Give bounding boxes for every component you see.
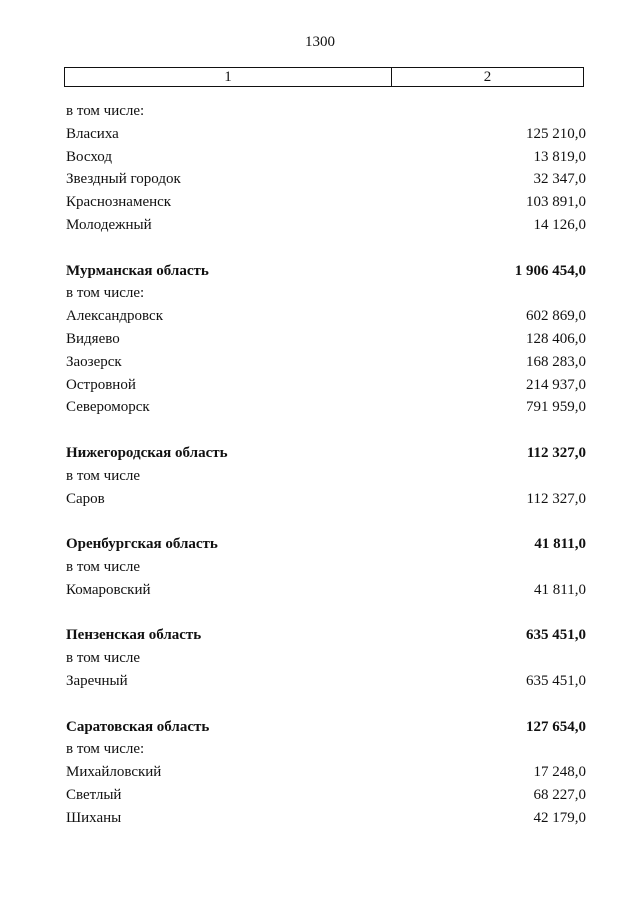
locality-value: 602 869,0 — [526, 308, 586, 325]
table-row — [66, 579, 586, 602]
table-column-header — [64, 67, 584, 87]
region-name: Оренбургская область — [66, 536, 218, 553]
table-row — [66, 396, 586, 419]
subheading-row — [66, 647, 586, 670]
column-header-2: 2 — [483, 69, 492, 85]
table-row — [66, 670, 586, 693]
locality-name: Звездный городок — [66, 171, 181, 188]
region-name: Пензенская область — [66, 627, 202, 644]
subheading-row — [66, 738, 586, 761]
row-spacer — [66, 510, 586, 533]
table-row — [66, 807, 586, 830]
table-row — [66, 374, 586, 397]
subheading-row — [66, 100, 586, 123]
region-row — [66, 442, 586, 465]
subheading-label: в том числе: — [66, 741, 145, 758]
table-row — [66, 328, 586, 351]
locality-value: 14 126,0 — [533, 216, 586, 233]
region-total: 1 906 454,0 — [514, 262, 586, 279]
region-row — [66, 533, 586, 556]
subheading-row — [66, 465, 586, 488]
locality-value: 635 451,0 — [526, 672, 586, 689]
locality-name: Молодежный — [66, 216, 152, 233]
region-row — [66, 624, 586, 647]
locality-value: 13 819,0 — [533, 148, 586, 165]
locality-value: 214 937,0 — [526, 376, 586, 393]
column-header-1: 1 — [65, 68, 392, 86]
locality-name: Восход — [66, 148, 112, 165]
subheading-label: в том числе — [66, 650, 141, 667]
table-row — [66, 351, 586, 374]
region-name: Мурманская область — [66, 262, 209, 279]
row-spacer — [66, 237, 586, 260]
locality-name: Заозерск — [66, 353, 122, 370]
row-spacer — [66, 602, 586, 625]
region-name: Нижегородская область — [66, 444, 228, 461]
locality-value: 103 891,0 — [526, 194, 586, 211]
locality-value: 128 406,0 — [526, 330, 586, 347]
subheading-label: в том числе: — [66, 103, 145, 119]
table-row — [66, 305, 586, 328]
locality-value: 32 347,0 — [533, 171, 586, 188]
locality-value: 791 959,0 — [526, 399, 586, 416]
table-row — [66, 488, 586, 511]
region-row — [66, 260, 586, 283]
table-row — [66, 784, 586, 807]
locality-name: Михайловский — [66, 764, 162, 781]
locality-name: Видяево — [66, 330, 120, 347]
locality-value: 68 227,0 — [533, 786, 586, 803]
table-row — [66, 168, 586, 191]
table-row — [66, 214, 586, 237]
locality-name: Власиха — [66, 125, 119, 142]
region-row — [66, 716, 586, 739]
region-total: 635 451,0 — [526, 627, 586, 644]
table-row — [66, 146, 586, 169]
subheading-row — [66, 282, 586, 305]
locality-name: Александровск — [66, 308, 163, 325]
locality-name: Светлый — [66, 786, 122, 803]
locality-name: Шиханы — [66, 809, 122, 826]
subheading-label: в том числе: — [66, 285, 145, 302]
locality-value: 17 248,0 — [533, 764, 586, 781]
region-total: 127 654,0 — [526, 718, 586, 735]
locality-value: 112 327,0 — [526, 490, 586, 507]
page-number: 1300 — [305, 34, 335, 50]
region-name: Саратовская область — [66, 718, 210, 735]
subheading-row — [66, 556, 586, 579]
locality-name: Заречный — [66, 672, 128, 689]
locality-value: 168 283,0 — [526, 353, 586, 370]
locality-value: 125 210,0 — [526, 125, 586, 142]
locality-value: 41 811,0 — [534, 581, 586, 598]
locality-name: Островной — [66, 376, 136, 393]
table-row — [66, 123, 586, 146]
subheading-label: в том числе — [66, 467, 141, 484]
locality-name: Саров — [66, 490, 105, 507]
region-total: 112 327,0 — [526, 444, 586, 461]
row-spacer — [66, 419, 586, 442]
table-body — [66, 100, 586, 830]
locality-name: Краснознаменск — [66, 194, 172, 211]
subheading-label: в том числе — [66, 558, 141, 575]
locality-value: 42 179,0 — [533, 809, 586, 826]
table-row — [66, 761, 586, 784]
row-spacer — [66, 693, 586, 716]
locality-name: Комаровский — [66, 581, 151, 598]
locality-name: Североморск — [66, 399, 150, 416]
table-row — [66, 191, 586, 214]
region-total: 41 811,0 — [534, 536, 586, 553]
